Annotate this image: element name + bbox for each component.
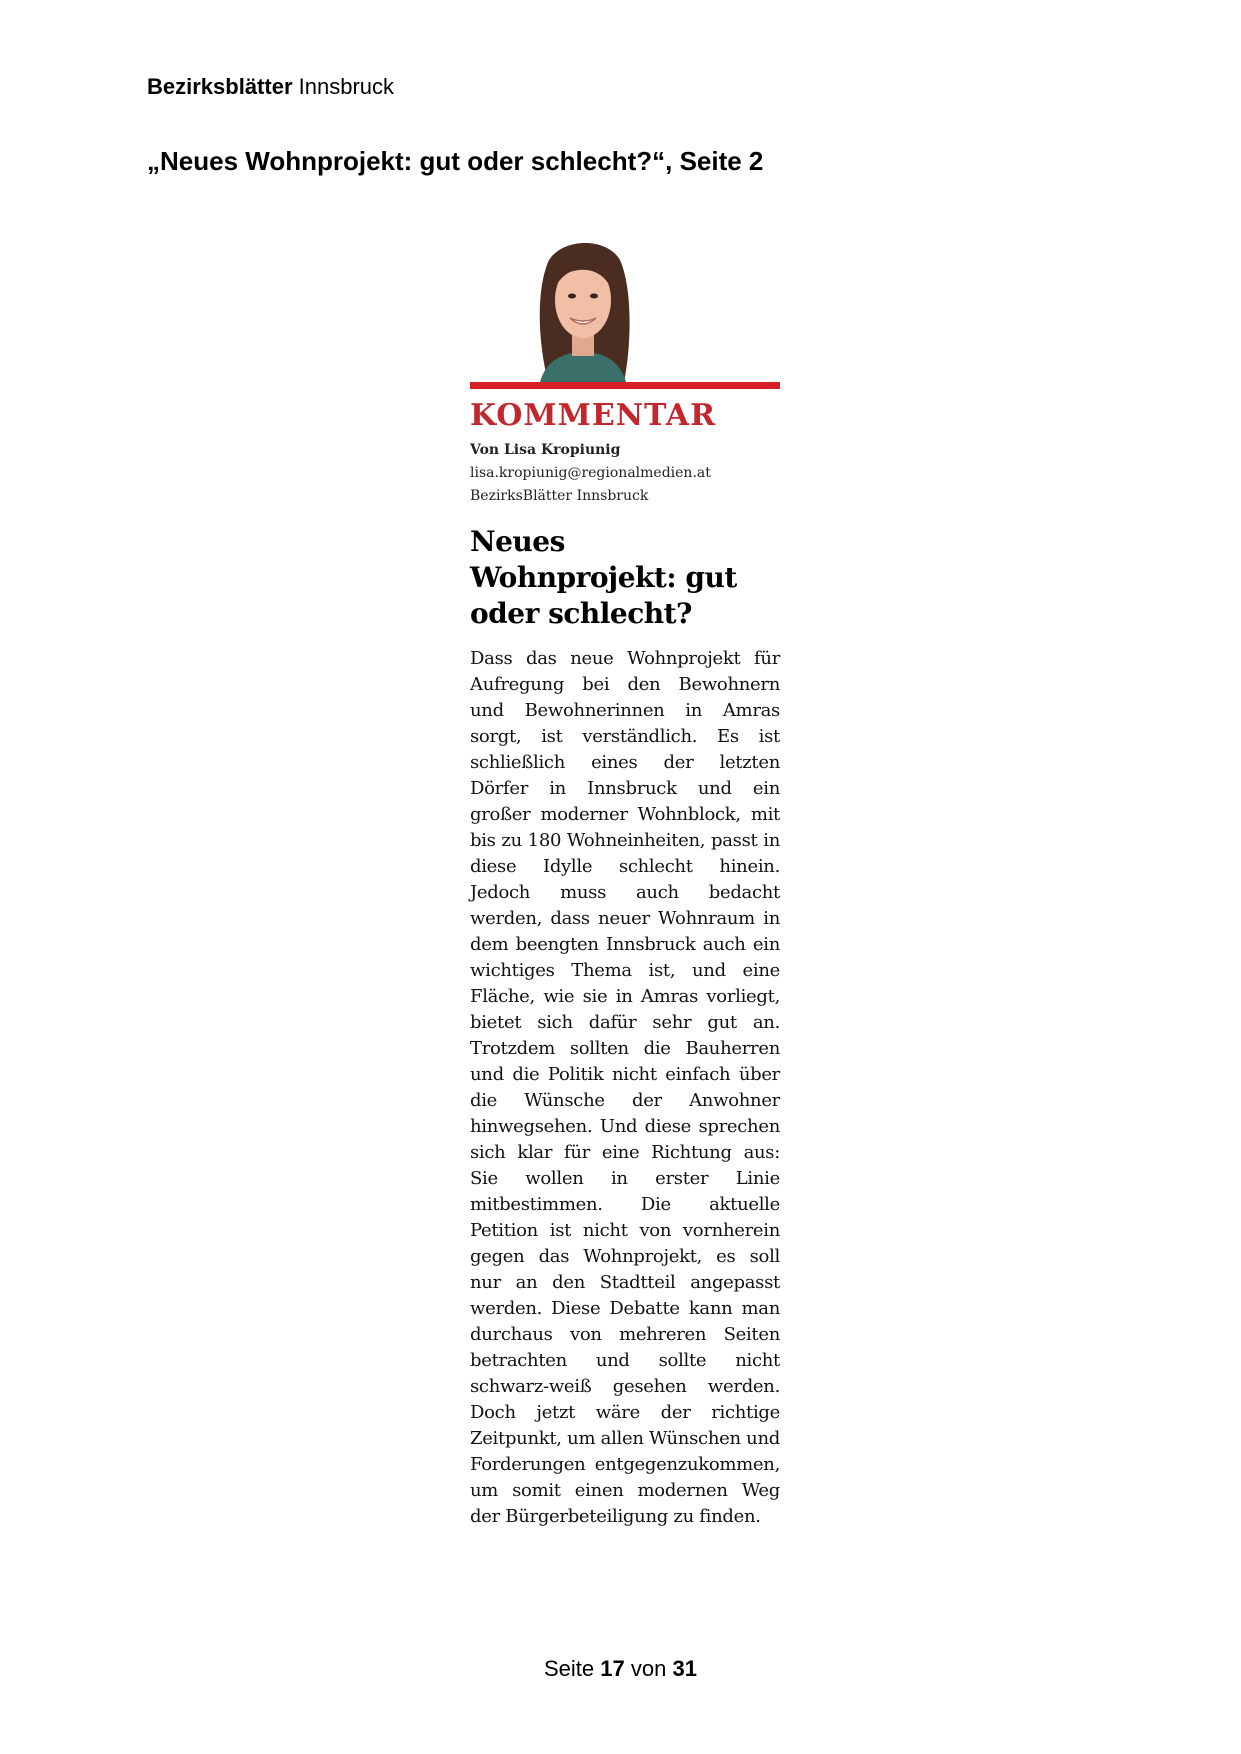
publication-name: Bezirksblätter — [147, 74, 293, 99]
outlet-name: BezirksBlätter Innsbruck — [470, 488, 649, 504]
accent-rule — [470, 382, 780, 389]
author-email: lisa.kropiunig@regionalmedien.at — [470, 465, 711, 481]
article-meta — [470, 439, 780, 508]
article-kicker: KOMMENTAR — [470, 398, 716, 433]
document-title: „Neues Wohnprojekt: gut oder schlecht?“, Seite 2 — [147, 146, 764, 176]
article-body: Dass das neue Wohnprojekt für Aufregung bei den Bewohnern und Bewohnerinnen in Amras sorgt, ist verständlich. Es ist schließlich eines der letzten Dörfer in Innsbruck und ein großer moderner Wohnblock, mit bis zu 180 Wohneinheiten, passt in diese Idylle schlecht hinein. Jedoch muss auch bedacht werden, dass neuer Wohnraum in dem beengten Innsbruck auch ein wichtiges Thema ist, und eine Fläche, wie sie in Amras vorliegt, bietet sich dafür sehr gut an. Trotzdem sollten die Bauherren und die Politik nicht einfach über die Wünsche der Anwohner hinwegsehen. Und diese sprechen sich klar für eine Richtung aus: Sie wollen in erster Linie mitbestimmen. Die aktuelle Petition ist nicht von vornherein gegen das Wohnprojekt, es soll nur an den Stadtteil angepasst werden. Diese Debatte kann man durchaus von mehreren Seiten betrachten und sollte nicht schwarz-weiß gesehen werden. Doch jetzt wäre der richtige Zeitpunkt, um allen Wünschen und Forderungen entgegenzukommen, um somit einen modernen Weg der Bürgerbeteiligung zu finden. — [470, 648, 780, 1527]
page-separator: von — [630, 1656, 667, 1681]
document-header — [147, 74, 394, 100]
author-portrait — [470, 232, 780, 382]
article-headline: Neues Wohnprojekt: gut oder schlecht? — [470, 525, 737, 630]
page-footer — [0, 1656, 1241, 1682]
author-byline: Von Lisa Kropiunig — [470, 442, 621, 458]
page-prefix: Seite — [544, 1656, 595, 1681]
page-total: 31 — [672, 1656, 697, 1681]
publication-region: Innsbruck — [298, 74, 395, 99]
article-clipping — [470, 232, 780, 1530]
page-number: 17 — [600, 1656, 625, 1681]
